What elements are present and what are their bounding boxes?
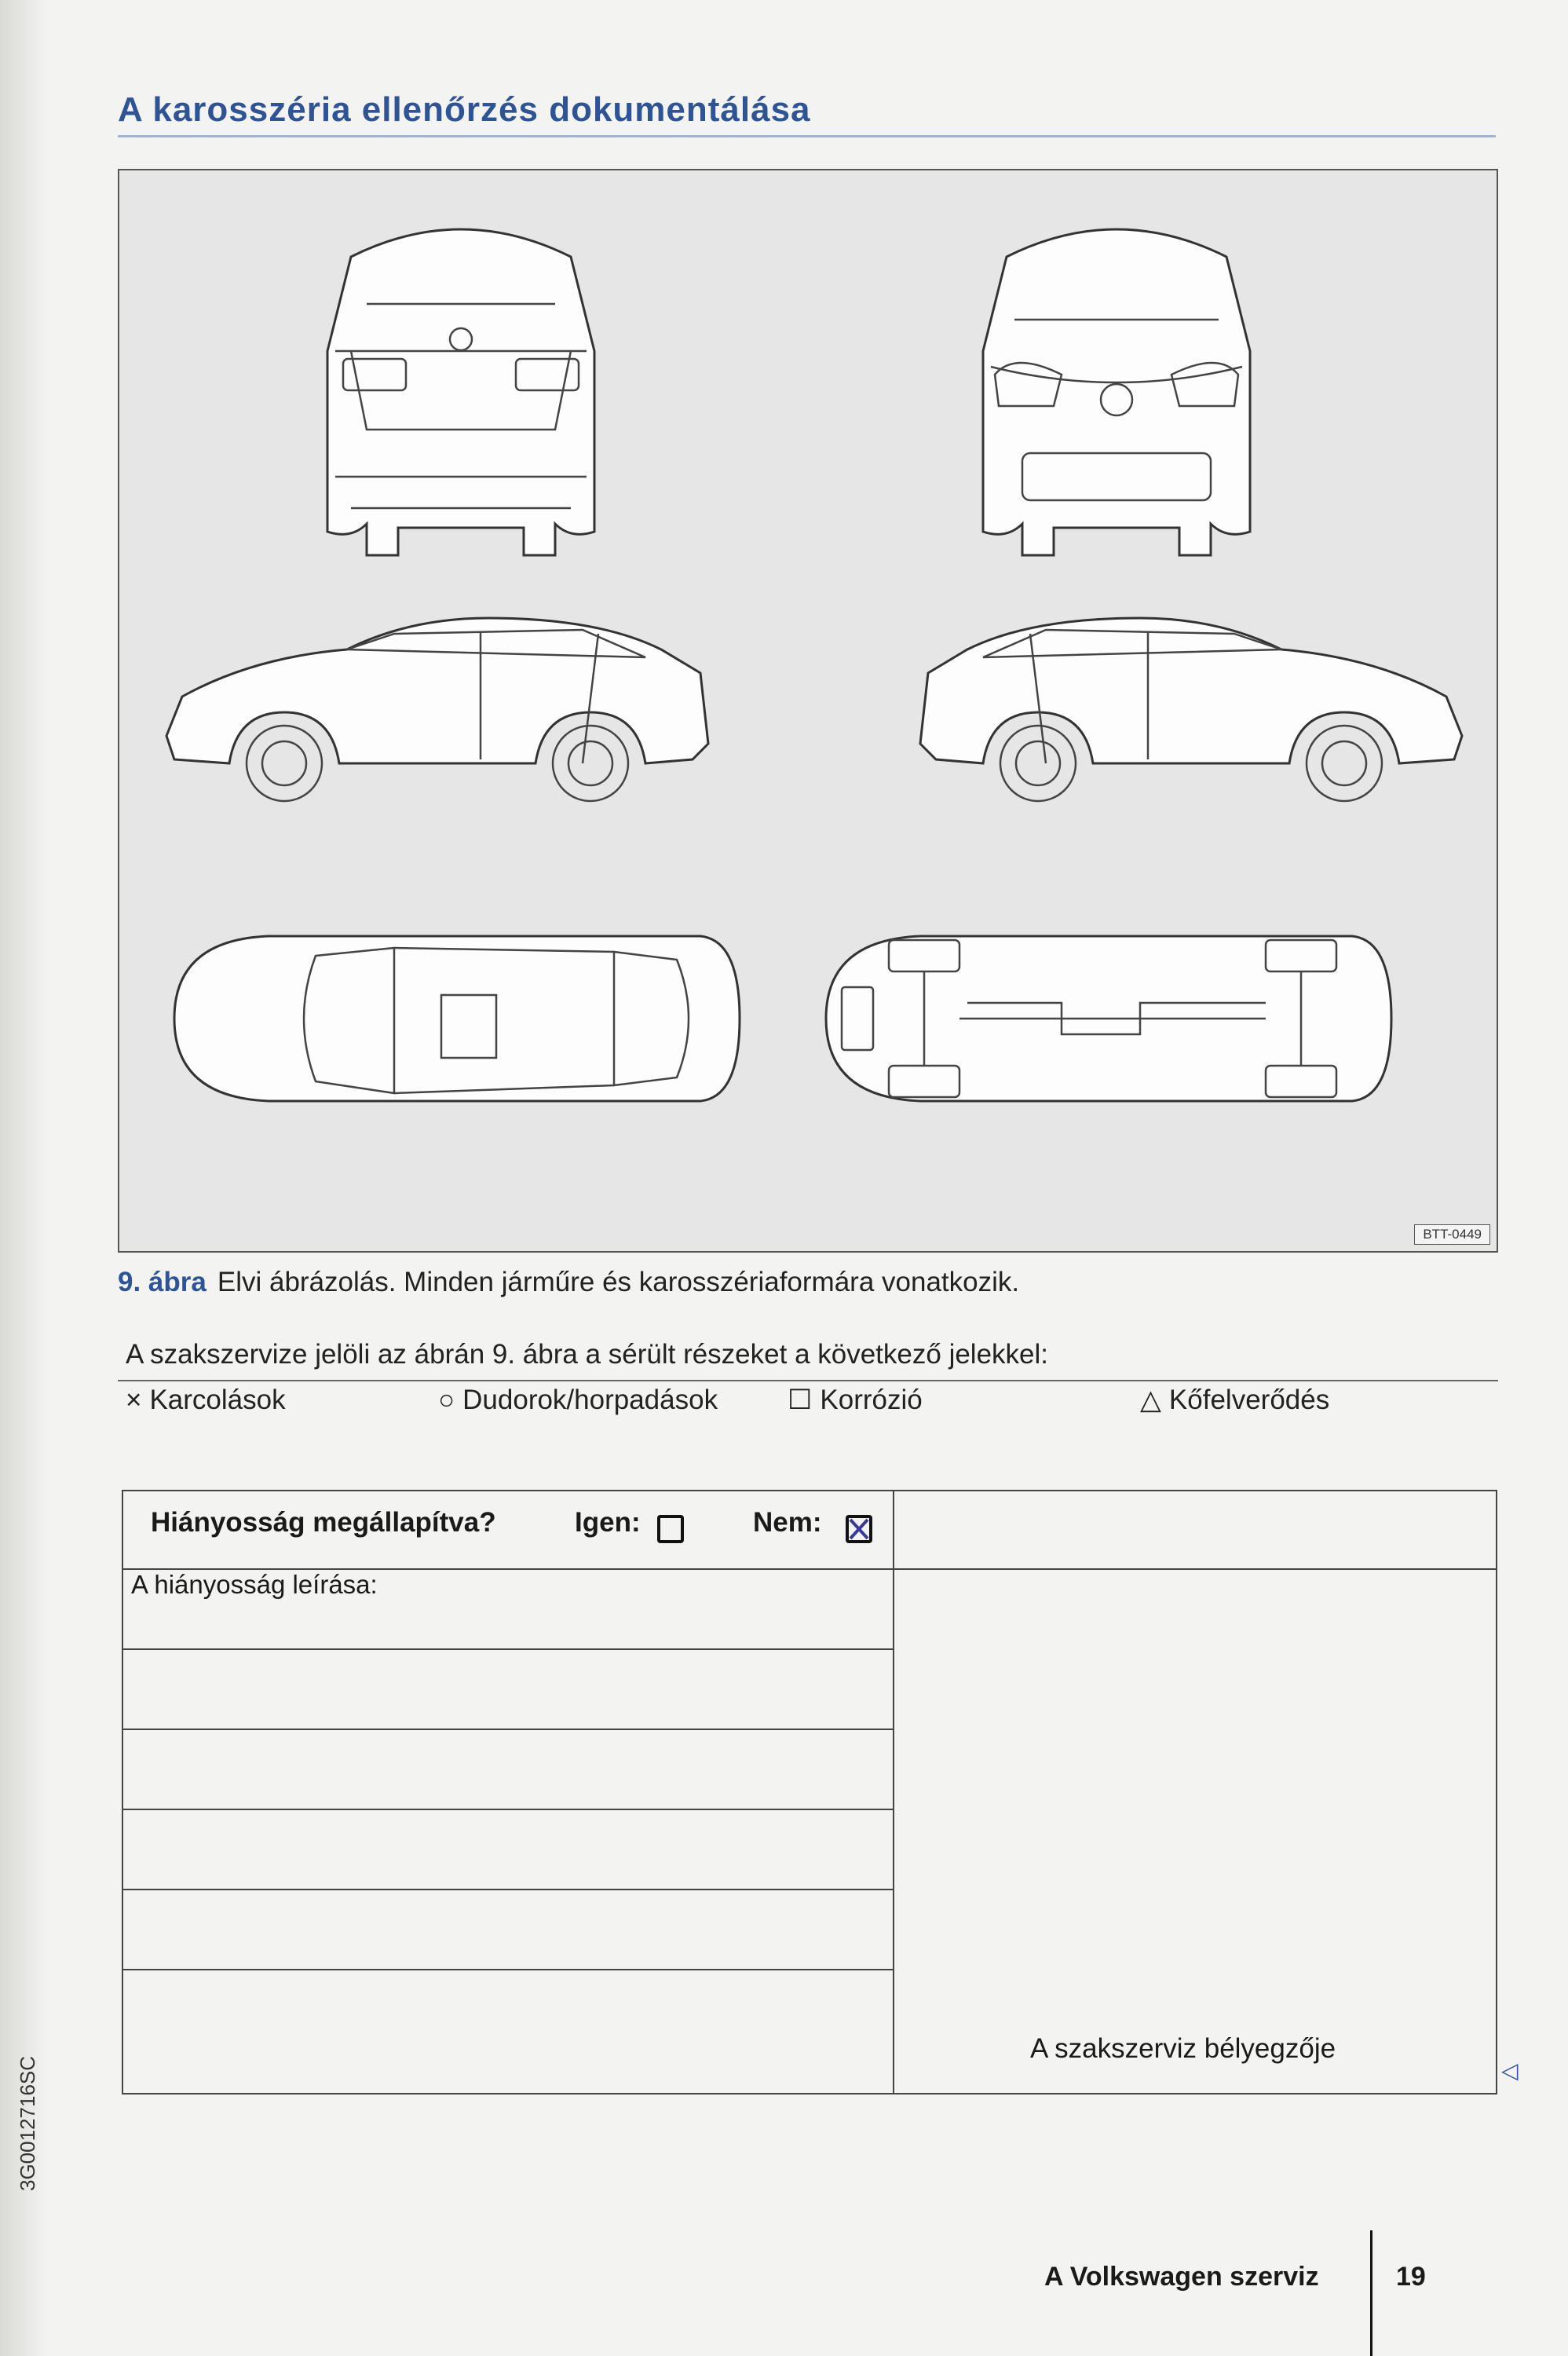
page-number: 19 bbox=[1396, 2262, 1426, 2292]
heading-rule bbox=[118, 135, 1496, 137]
form-column-divider bbox=[893, 1491, 894, 2093]
legend-scratches bbox=[126, 1385, 286, 1416]
vehicle-diagram bbox=[118, 169, 1498, 1253]
checkmark-icon bbox=[846, 1515, 872, 1543]
yes-label: Igen: bbox=[575, 1507, 641, 1538]
legend-corrosion bbox=[788, 1385, 923, 1416]
legend-dents bbox=[438, 1385, 718, 1416]
right-side-view-drawing bbox=[920, 618, 1462, 801]
footer-section-title: A Volkswagen szerviz bbox=[1044, 2262, 1319, 2292]
legend-label: Karcolások bbox=[149, 1385, 286, 1415]
front-view-drawing bbox=[983, 229, 1250, 555]
stamp-label: A szakszerviz bélyegzője bbox=[1030, 2033, 1336, 2064]
description-line bbox=[123, 1809, 893, 1810]
document-code: 3G0012716SC bbox=[16, 2055, 39, 2191]
page-edge-shade bbox=[0, 0, 47, 2356]
legend-stone-chips bbox=[1140, 1385, 1329, 1416]
square-icon: ☐ bbox=[788, 1385, 813, 1415]
marking-instructions: A szakszervize jelöli az ábrán 9. ábra a sérült részeket a következő jelekkel: bbox=[126, 1339, 1049, 1370]
page-heading: A karosszéria ellenőrzés dokumentálása bbox=[118, 90, 811, 129]
footer-divider bbox=[1370, 2230, 1372, 2356]
no-checkbox[interactable] bbox=[846, 1515, 872, 1543]
legend-label: Dudorok/horpadások bbox=[462, 1385, 718, 1415]
yes-checkbox[interactable] bbox=[657, 1515, 684, 1543]
description-line bbox=[123, 1889, 893, 1890]
vehicle-drawing bbox=[119, 170, 1497, 1251]
figure-caption bbox=[118, 1267, 1019, 1298]
description-line bbox=[123, 1729, 893, 1730]
circle-icon: ○ bbox=[438, 1385, 455, 1415]
left-side-view-drawing bbox=[166, 618, 708, 801]
top-view-drawing bbox=[174, 936, 740, 1101]
triangle-icon: △ bbox=[1140, 1385, 1161, 1415]
figure-code: BTT-0449 bbox=[1414, 1224, 1490, 1245]
description-label: A hiányosság leírása: bbox=[131, 1570, 378, 1599]
figure-caption-label: 9. ábra bbox=[118, 1267, 207, 1297]
rear-view-drawing bbox=[327, 229, 594, 555]
defect-question: Hiányosság megállapítva? bbox=[151, 1507, 496, 1538]
continue-triangle-icon: ◁ bbox=[1501, 2058, 1519, 2083]
underbody-view-drawing bbox=[826, 936, 1391, 1101]
figure-caption-text: Elvi ábrázolás. Minden járműre és karosszériaformára vonatkozik. bbox=[217, 1267, 1020, 1297]
legend-label: Korrózió bbox=[820, 1385, 923, 1415]
description-line bbox=[123, 1648, 893, 1650]
defect-form bbox=[122, 1490, 1497, 2094]
legend-rule bbox=[118, 1380, 1498, 1381]
description-line bbox=[123, 1969, 893, 1970]
no-label: Nem: bbox=[753, 1507, 822, 1538]
cross-icon: × bbox=[126, 1385, 142, 1415]
legend-label: Kőfelverődés bbox=[1168, 1385, 1330, 1415]
